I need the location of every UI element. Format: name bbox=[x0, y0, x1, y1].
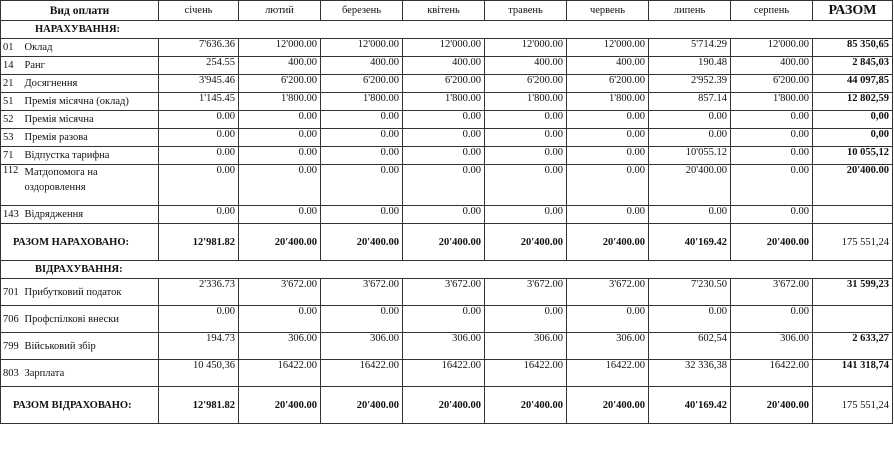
value-cell: 0.00 bbox=[403, 129, 485, 147]
value-cell: 0.00 bbox=[239, 206, 321, 224]
total-cell: 0,00 bbox=[813, 129, 893, 147]
row-name: Зарплата bbox=[23, 360, 159, 387]
value-cell: 190.48 bbox=[649, 57, 731, 75]
value-cell: 0.00 bbox=[159, 165, 239, 206]
value-cell: 0.00 bbox=[159, 147, 239, 165]
value-cell: 16422.00 bbox=[731, 360, 813, 387]
sum-value-cell: 40'169.42 bbox=[649, 224, 731, 261]
table-row bbox=[1, 360, 893, 387]
total-cell: 31 599,23 bbox=[813, 279, 893, 306]
value-cell: 16422.00 bbox=[567, 360, 649, 387]
value-cell: 306.00 bbox=[321, 333, 403, 360]
value-cell: 3'672.00 bbox=[567, 279, 649, 306]
sum-value-cell: 20'400.00 bbox=[731, 224, 813, 261]
row-code: 706 bbox=[1, 306, 23, 333]
value-cell: 0.00 bbox=[731, 306, 813, 333]
value-cell: 0.00 bbox=[485, 165, 567, 206]
table-row bbox=[1, 206, 893, 224]
value-cell: 306.00 bbox=[239, 333, 321, 360]
value-cell: 400.00 bbox=[731, 57, 813, 75]
value-cell: 16422.00 bbox=[321, 360, 403, 387]
accruals-section-title: НАРАХУВАННЯ: bbox=[1, 21, 893, 39]
total-cell: 10 055,12 bbox=[813, 147, 893, 165]
row-code: 143 bbox=[1, 206, 23, 224]
value-cell: 3'672.00 bbox=[239, 279, 321, 306]
month-header: червень bbox=[567, 1, 649, 21]
table-body bbox=[1, 21, 893, 424]
total-cell: 20'400.00 bbox=[813, 165, 893, 206]
value-cell: 2'336.73 bbox=[159, 279, 239, 306]
value-cell: 0.00 bbox=[321, 111, 403, 129]
value-cell: 1'800.00 bbox=[567, 93, 649, 111]
sum-value-cell: 20'400.00 bbox=[567, 387, 649, 424]
month-header: березень bbox=[321, 1, 403, 21]
month-header: травень bbox=[485, 1, 567, 21]
value-cell: 857.14 bbox=[649, 93, 731, 111]
value-cell: 0.00 bbox=[403, 306, 485, 333]
sum-label: РАЗОМ НАРАХОВАНО: bbox=[1, 224, 159, 261]
value-cell: 1'800.00 bbox=[485, 93, 567, 111]
row-name: Досягнення bbox=[23, 75, 159, 93]
row-name: Профспілкові внески bbox=[23, 306, 159, 333]
value-cell: 0.00 bbox=[485, 129, 567, 147]
value-cell: 7'230.50 bbox=[649, 279, 731, 306]
sum-total-cell: 175 551,24 bbox=[813, 224, 893, 261]
value-cell: 0.00 bbox=[239, 147, 321, 165]
month-header: серпень bbox=[731, 1, 813, 21]
value-cell: 0.00 bbox=[159, 206, 239, 224]
table-row bbox=[1, 147, 893, 165]
value-cell: 12'000.00 bbox=[403, 39, 485, 57]
value-cell: 0.00 bbox=[731, 129, 813, 147]
value-cell: 16422.00 bbox=[485, 360, 567, 387]
value-cell: 20'400.00 bbox=[649, 165, 731, 206]
month-header: лютий bbox=[239, 1, 321, 21]
sum-label: РАЗОМ ВІДРАХОВАНО: bbox=[1, 387, 159, 424]
value-cell: 306.00 bbox=[485, 333, 567, 360]
table-row bbox=[1, 39, 893, 57]
row-code: 01 bbox=[1, 39, 23, 57]
sum-value-cell: 20'400.00 bbox=[239, 224, 321, 261]
value-cell: 0.00 bbox=[239, 129, 321, 147]
row-name: Матдопомога на оздоровлення bbox=[23, 165, 159, 206]
value-cell: 0.00 bbox=[567, 147, 649, 165]
value-cell: 254.55 bbox=[159, 57, 239, 75]
value-cell: 6'200.00 bbox=[321, 75, 403, 93]
value-cell: 0.00 bbox=[321, 165, 403, 206]
value-cell: 0.00 bbox=[649, 111, 731, 129]
sum-value-cell: 20'400.00 bbox=[485, 387, 567, 424]
row-code: 701 bbox=[1, 279, 23, 306]
value-cell: 6'200.00 bbox=[403, 75, 485, 93]
value-cell: 6'200.00 bbox=[731, 75, 813, 93]
total-cell: 0,00 bbox=[813, 111, 893, 129]
row-name: Премія місячна bbox=[23, 111, 159, 129]
accruals-section-row bbox=[1, 21, 893, 39]
value-cell: 400.00 bbox=[403, 57, 485, 75]
value-cell: 400.00 bbox=[485, 57, 567, 75]
deductions-sum-row bbox=[1, 387, 893, 424]
value-cell: 0.00 bbox=[159, 111, 239, 129]
value-cell: 6'200.00 bbox=[485, 75, 567, 93]
value-cell: 0.00 bbox=[239, 111, 321, 129]
value-cell: 5'714.29 bbox=[649, 39, 731, 57]
sum-value-cell: 20'400.00 bbox=[567, 224, 649, 261]
value-cell: 1'145.45 bbox=[159, 93, 239, 111]
month-header: липень bbox=[649, 1, 731, 21]
sum-value-cell: 12'981.82 bbox=[159, 224, 239, 261]
row-name: Прибутковий податок bbox=[23, 279, 159, 306]
deductions-section-title: ВІДРАХУВАННЯ: bbox=[1, 261, 893, 279]
value-cell: 194.73 bbox=[159, 333, 239, 360]
value-cell: 1'800.00 bbox=[731, 93, 813, 111]
value-cell: 12'000.00 bbox=[485, 39, 567, 57]
total-cell bbox=[813, 206, 893, 224]
value-cell: 32 336,38 bbox=[649, 360, 731, 387]
value-cell: 12'000.00 bbox=[731, 39, 813, 57]
value-cell: 0.00 bbox=[321, 306, 403, 333]
row-code: 53 bbox=[1, 129, 23, 147]
month-header: квітень bbox=[403, 1, 485, 21]
value-cell: 0.00 bbox=[649, 129, 731, 147]
total-cell bbox=[813, 306, 893, 333]
value-cell: 0.00 bbox=[567, 165, 649, 206]
row-code: 71 bbox=[1, 147, 23, 165]
total-cell: 12 802,59 bbox=[813, 93, 893, 111]
value-cell: 0.00 bbox=[567, 129, 649, 147]
value-cell: 3'945.46 bbox=[159, 75, 239, 93]
row-name: Премія разова bbox=[23, 129, 159, 147]
value-cell: 3'672.00 bbox=[485, 279, 567, 306]
value-cell: 0.00 bbox=[731, 111, 813, 129]
value-cell: 3'672.00 bbox=[403, 279, 485, 306]
total-cell: 141 318,74 bbox=[813, 360, 893, 387]
value-cell: 6'200.00 bbox=[567, 75, 649, 93]
value-cell: 0.00 bbox=[731, 147, 813, 165]
value-cell: 602,54 bbox=[649, 333, 731, 360]
total-header: РАЗОМ bbox=[813, 1, 893, 21]
sum-value-cell: 40'169.42 bbox=[649, 387, 731, 424]
value-cell: 0.00 bbox=[403, 111, 485, 129]
value-cell: 0.00 bbox=[321, 206, 403, 224]
table-row bbox=[1, 75, 893, 93]
total-cell: 44 097,85 bbox=[813, 75, 893, 93]
row-code: 799 bbox=[1, 333, 23, 360]
table-row bbox=[1, 93, 893, 111]
value-cell: 0.00 bbox=[159, 129, 239, 147]
table-row bbox=[1, 129, 893, 147]
sum-value-cell: 20'400.00 bbox=[485, 224, 567, 261]
row-code: 51 bbox=[1, 93, 23, 111]
sum-total-cell: 175 551,24 bbox=[813, 387, 893, 424]
total-cell: 2 845,03 bbox=[813, 57, 893, 75]
value-cell: 0.00 bbox=[485, 206, 567, 224]
value-cell: 12'000.00 bbox=[567, 39, 649, 57]
value-cell: 0.00 bbox=[403, 147, 485, 165]
row-name: Військовий збір bbox=[23, 333, 159, 360]
row-name: Оклад bbox=[23, 39, 159, 57]
row-name: Премія місячна (оклад) bbox=[23, 93, 159, 111]
row-code: 14 bbox=[1, 57, 23, 75]
value-cell: 0.00 bbox=[485, 306, 567, 333]
row-code: 112 bbox=[1, 165, 23, 206]
value-cell: 0.00 bbox=[485, 111, 567, 129]
value-cell: 400.00 bbox=[567, 57, 649, 75]
total-cell: 2 633,27 bbox=[813, 333, 893, 360]
value-cell: 3'672.00 bbox=[731, 279, 813, 306]
payment-type-header: Вид оплати bbox=[1, 1, 159, 21]
value-cell: 0.00 bbox=[731, 165, 813, 206]
value-cell: 12'000.00 bbox=[239, 39, 321, 57]
value-cell: 0.00 bbox=[239, 306, 321, 333]
sum-value-cell: 20'400.00 bbox=[403, 224, 485, 261]
header-row bbox=[1, 1, 893, 21]
sum-value-cell: 12'981.82 bbox=[159, 387, 239, 424]
value-cell: 0.00 bbox=[567, 111, 649, 129]
value-cell: 6'200.00 bbox=[239, 75, 321, 93]
value-cell: 1'800.00 bbox=[321, 93, 403, 111]
row-name: Ранг bbox=[23, 57, 159, 75]
table-row bbox=[1, 306, 893, 333]
table-row bbox=[1, 165, 893, 206]
value-cell: 1'800.00 bbox=[239, 93, 321, 111]
value-cell: 0.00 bbox=[321, 129, 403, 147]
value-cell: 7'636.36 bbox=[159, 39, 239, 57]
value-cell: 0.00 bbox=[485, 147, 567, 165]
value-cell: 0.00 bbox=[403, 206, 485, 224]
row-name: Відпустка тарифна bbox=[23, 147, 159, 165]
table-row bbox=[1, 279, 893, 306]
sum-value-cell: 20'400.00 bbox=[321, 387, 403, 424]
accruals-sum-row bbox=[1, 224, 893, 261]
value-cell: 1'800.00 bbox=[403, 93, 485, 111]
value-cell: 0.00 bbox=[649, 206, 731, 224]
value-cell: 306.00 bbox=[731, 333, 813, 360]
value-cell: 10'055.12 bbox=[649, 147, 731, 165]
value-cell: 0.00 bbox=[403, 165, 485, 206]
value-cell: 400.00 bbox=[321, 57, 403, 75]
sum-value-cell: 20'400.00 bbox=[731, 387, 813, 424]
sum-value-cell: 20'400.00 bbox=[321, 224, 403, 261]
value-cell: 306.00 bbox=[403, 333, 485, 360]
sum-value-cell: 20'400.00 bbox=[239, 387, 321, 424]
value-cell: 0.00 bbox=[567, 306, 649, 333]
value-cell: 0.00 bbox=[567, 206, 649, 224]
value-cell: 0.00 bbox=[649, 306, 731, 333]
row-code: 803 bbox=[1, 360, 23, 387]
row-name: Відрядження bbox=[23, 206, 159, 224]
row-code: 21 bbox=[1, 75, 23, 93]
value-cell: 10 450,36 bbox=[159, 360, 239, 387]
table-row bbox=[1, 333, 893, 360]
value-cell: 12'000.00 bbox=[321, 39, 403, 57]
deductions-section-row bbox=[1, 261, 893, 279]
value-cell: 0.00 bbox=[159, 306, 239, 333]
sum-value-cell: 20'400.00 bbox=[403, 387, 485, 424]
value-cell: 0.00 bbox=[239, 165, 321, 206]
value-cell: 306.00 bbox=[567, 333, 649, 360]
value-cell: 0.00 bbox=[321, 147, 403, 165]
total-cell: 85 350,65 bbox=[813, 39, 893, 57]
value-cell: 2'952.39 bbox=[649, 75, 731, 93]
value-cell: 3'672.00 bbox=[321, 279, 403, 306]
value-cell: 16422.00 bbox=[239, 360, 321, 387]
value-cell: 400.00 bbox=[239, 57, 321, 75]
table-row bbox=[1, 57, 893, 75]
row-code: 52 bbox=[1, 111, 23, 129]
value-cell: 0.00 bbox=[731, 206, 813, 224]
value-cell: 16422.00 bbox=[403, 360, 485, 387]
table-row bbox=[1, 111, 893, 129]
month-header: січень bbox=[159, 1, 239, 21]
